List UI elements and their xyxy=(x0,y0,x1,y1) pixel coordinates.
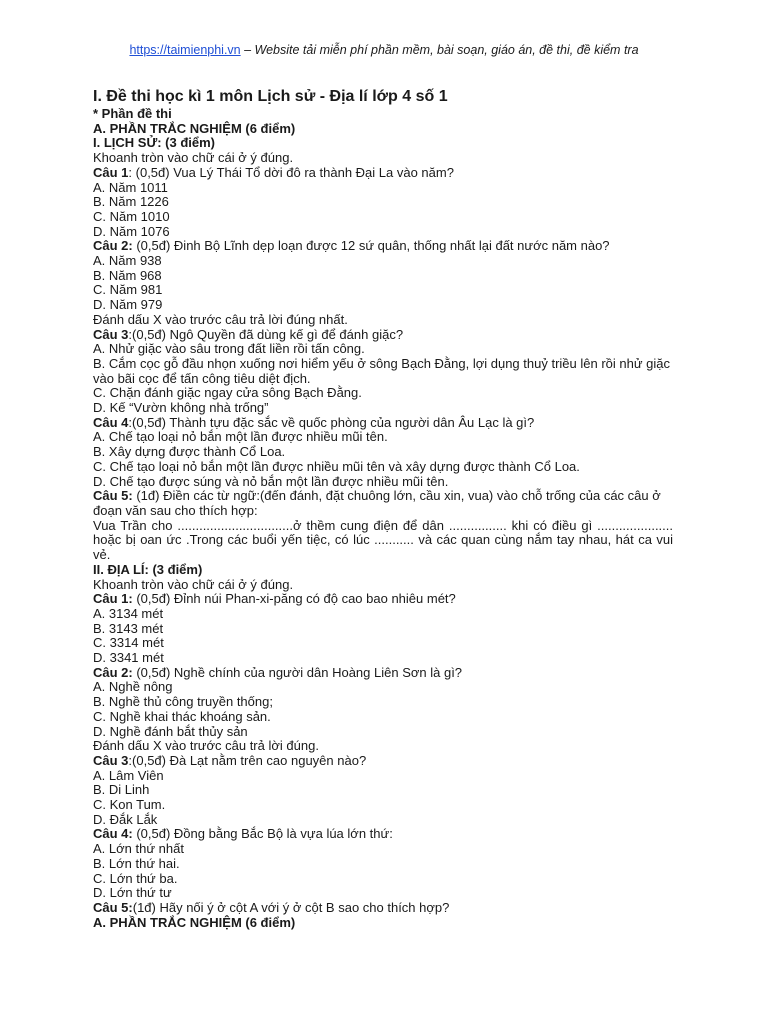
question-text: (0,5đ) Nghề chính của người dân Hoàng Liên Sơn là gì? xyxy=(132,664,463,680)
question-text: (1đ) Điền các từ ngữ:(đến đánh, đặt chuông lớn, cầu xin, vua) vào chỗ trống của các câu ở đoạn văn sau cho thích hợp: xyxy=(93,488,661,518)
answer-option: C. Chế tạo loại nỏ bắn một lần được nhiều mũi tên và xây dựng được thành Cổ Loa. xyxy=(93,458,580,474)
answer-option: D. Chế tạo được súng và nỏ bắn một lần được nhiều mũi tên. xyxy=(93,473,449,489)
answer-option: C. Chặn đánh giặc ngay cửa sông Bạch Đằng. xyxy=(93,385,362,401)
answer-option: C. Năm 1010 xyxy=(93,208,170,224)
question-label: Câu 5: xyxy=(93,899,133,915)
question-text: :(0,5đ) Thành tựu đặc sắc về quốc phòng của người dân Âu Lạc là gì? xyxy=(128,414,535,430)
section-subtitle: * Phần đề thi xyxy=(93,106,172,121)
question xyxy=(93,239,673,254)
instruction: Khoanh tròn vào chữ cái ở ý đúng. xyxy=(93,576,294,592)
question-text: :(0,5đ) Đà Lạt nằm trên cao nguyên nào? xyxy=(128,752,367,768)
question-text: (0,5đ) Đồng bằng Bắc Bộ là vựa lúa lớn thứ: xyxy=(132,826,393,842)
instruction: Khoanh tròn vào chữ cái ở ý đúng. xyxy=(93,150,294,166)
answer-option: C. Lớn thứ ba. xyxy=(93,870,178,886)
fill-in-paragraph: Vua Trần cho ................................ở thềm cung điện để dân ................ khi có điều gì ..................... hoặc bị oan ức .Trong các buổi yến tiệc, có lúc ........... và các quan cùng nắm tay nhau, hát ca vui vẻ. xyxy=(93,517,673,563)
answer-option: B. Năm 1226 xyxy=(93,194,169,210)
question xyxy=(93,328,673,343)
answer-option: A. Năm 1011 xyxy=(93,179,168,195)
question-label: Câu 2: xyxy=(93,238,133,254)
question xyxy=(93,166,673,181)
question-label: Câu 3 xyxy=(93,752,129,768)
question-label: Câu 1 xyxy=(93,164,129,180)
question-label: Câu 4: xyxy=(93,826,133,842)
answer-option: A. Năm 938 xyxy=(93,253,162,269)
question xyxy=(93,489,673,518)
answer-option: C. Kon Tum. xyxy=(93,797,166,813)
question xyxy=(93,666,673,681)
question xyxy=(93,827,673,842)
answer-option: B. Cắm cọc gỗ đầu nhọn xuống nơi hiểm yếu ở sông Bạch Đằng, lợi dụng thuỷ triều lên rồi nhử giặc vào bãi cọc để tấn công tiêu diệt địch. xyxy=(93,355,671,386)
question-label: Câu 2: xyxy=(93,664,133,680)
header-tagline: – Website tải miễn phí phần mềm, bài soạn, giáo án, đề thi, đề kiểm tra xyxy=(240,43,639,57)
question-text: :(0,5đ) Ngô Quyền đã dùng kế gì để đánh giặc? xyxy=(128,326,404,342)
answer-option: D. Nghề đánh bắt thủy sản xyxy=(93,723,248,739)
section-a-heading: A. PHẦN TRẮC NGHIỆM (6 điểm) xyxy=(93,120,296,136)
answer-option: B. Nghề thủ công truyền thống; xyxy=(93,694,273,710)
instruction: Đánh dấu X vào trước câu trả lời đúng. xyxy=(93,738,319,754)
answer-option: A. Nhử giặc vào sâu trong đất liền rồi tấn công. xyxy=(93,341,365,357)
answer-option: C. Năm 981 xyxy=(93,282,163,298)
answer-option: D. Năm 1076 xyxy=(93,223,170,239)
answer-option: D. Lớn thứ tư xyxy=(93,885,172,901)
answer-option: B. Di Linh xyxy=(93,782,150,798)
answer-option: A. Lớn thứ nhất xyxy=(93,841,184,857)
answer-option: B. Xây dựng được thành Cổ Loa. xyxy=(93,444,286,460)
site-link[interactable]: https://taimienphi.vn xyxy=(129,43,241,57)
document-body xyxy=(93,87,673,930)
answer-option: C. 3314 mét xyxy=(93,635,164,651)
question-text: (0,5đ) Đỉnh núi Phan-xi-păng có độ cao bao nhiêu mét? xyxy=(132,591,456,607)
answer-option: A. 3134 mét xyxy=(93,605,164,621)
question-label: Câu 5: xyxy=(93,488,133,504)
answer-option: D. Kế “Vườn không nhà trống” xyxy=(93,400,269,416)
answer-option: B. Năm 968 xyxy=(93,267,162,283)
answer-option: A. Nghề nông xyxy=(93,679,173,695)
answer-option: D. Năm 979 xyxy=(93,297,163,313)
question-label: Câu 3 xyxy=(93,326,129,342)
answer-option: B. Lớn thứ hai. xyxy=(93,855,180,871)
document-title: I. Đề thi học kì 1 môn Lịch sử - Địa lí lớp 4 số 1 xyxy=(93,88,448,105)
question-text: (0,5đ) Đinh Bộ Lĩnh dẹp loạn được 12 sứ quân, thống nhất lại đất nước năm nào? xyxy=(132,238,610,254)
answer-option: D. Đắk Lắk xyxy=(93,811,158,827)
history-heading: I. LỊCH SỬ: (3 điểm) xyxy=(93,135,216,151)
answer-option: C. Nghề khai thác khoáng sản. xyxy=(93,708,271,724)
question xyxy=(93,901,673,916)
answer-option: A. Chế tạo loại nỏ bắn một lần được nhiều mũi tên. xyxy=(93,429,388,445)
instruction: Đánh dấu X vào trước câu trả lời đúng nhất. xyxy=(93,311,348,327)
question-label: Câu 1: xyxy=(93,591,133,607)
question xyxy=(93,754,673,769)
answer-option: A. Lâm Viên xyxy=(93,767,164,783)
question-text: (1đ) Hãy nối ý ở cột A với ý ở cột B sao cho thích hợp? xyxy=(132,899,450,915)
question xyxy=(93,592,673,607)
section-a-heading-repeat: A. PHẦN TRẮC NGHIỆM (6 điểm) xyxy=(93,914,296,930)
question-text: : (0,5đ) Vua Lý Thái Tổ dời đô ra thành Đại La vào năm? xyxy=(128,164,454,180)
page-header xyxy=(0,42,768,58)
answer-option: B. 3143 mét xyxy=(93,620,164,636)
question-label: Câu 4 xyxy=(93,414,129,430)
answer-option: D. 3341 mét xyxy=(93,650,164,666)
question xyxy=(93,416,673,431)
geography-heading: II. ĐỊA LÍ: (3 điểm) xyxy=(93,561,203,577)
